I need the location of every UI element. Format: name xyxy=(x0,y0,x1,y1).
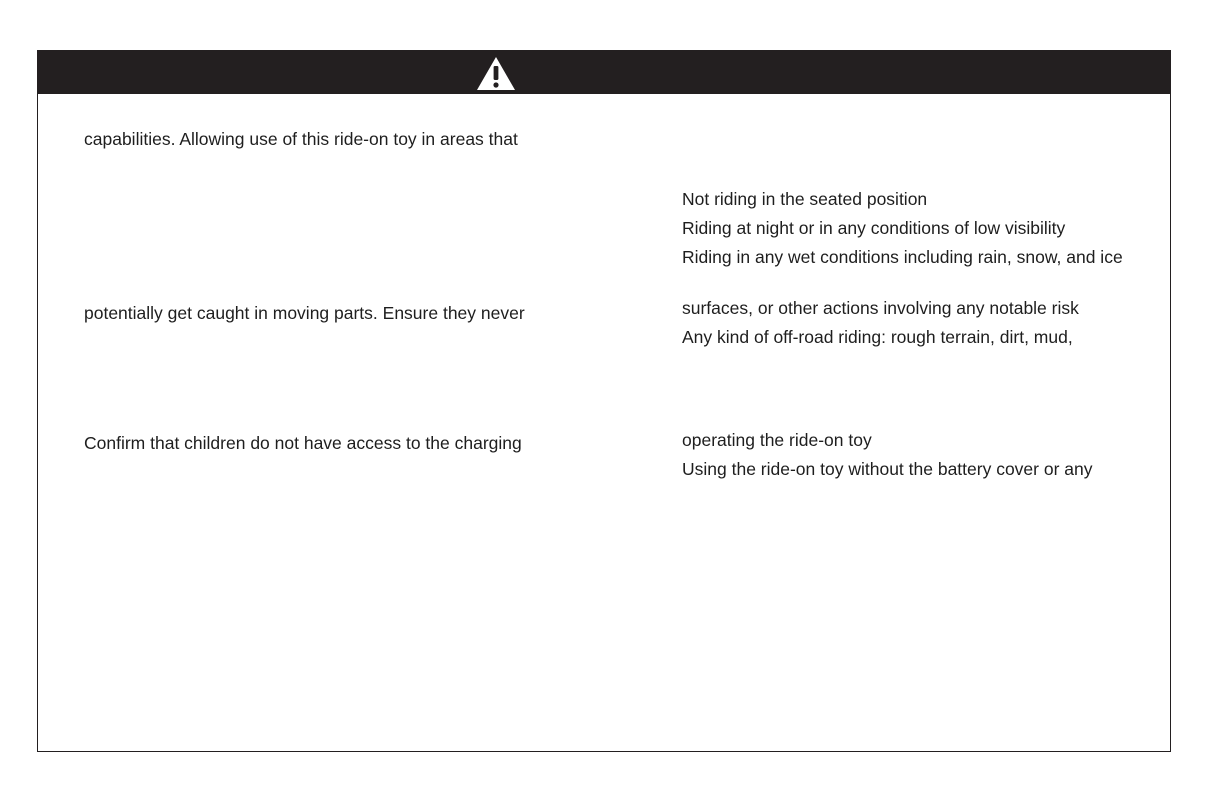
left-text-line-1: capabilities. Allowing use of this ride-on toy in areas that xyxy=(84,129,518,149)
right-text-line-3: Riding in any wet conditions including rain, snow, and ice xyxy=(682,247,1123,267)
right-text-line-2: Riding at night or in any conditions of low visibility xyxy=(682,218,1066,238)
left-text-line-2: potentially get caught in moving parts. Ensure they never xyxy=(84,303,525,323)
warning-header-bar xyxy=(38,51,1170,94)
right-text-line-1: Not riding in the seated position xyxy=(682,189,928,209)
warning-box xyxy=(37,50,1171,752)
right-text-line-7: Using the ride-on toy without the battery cover or any xyxy=(682,459,1093,479)
right-text-line-5: Any kind of off-road riding: rough terrain, dirt, mud, xyxy=(682,327,1073,347)
left-text-line-3: Confirm that children do not have access to the charging xyxy=(84,433,522,453)
right-text-line-4: surfaces, or other actions involving any notable risk xyxy=(682,298,1079,318)
right-text-line-6: operating the ride-on toy xyxy=(682,430,872,450)
warning-triangle-icon xyxy=(476,56,516,91)
